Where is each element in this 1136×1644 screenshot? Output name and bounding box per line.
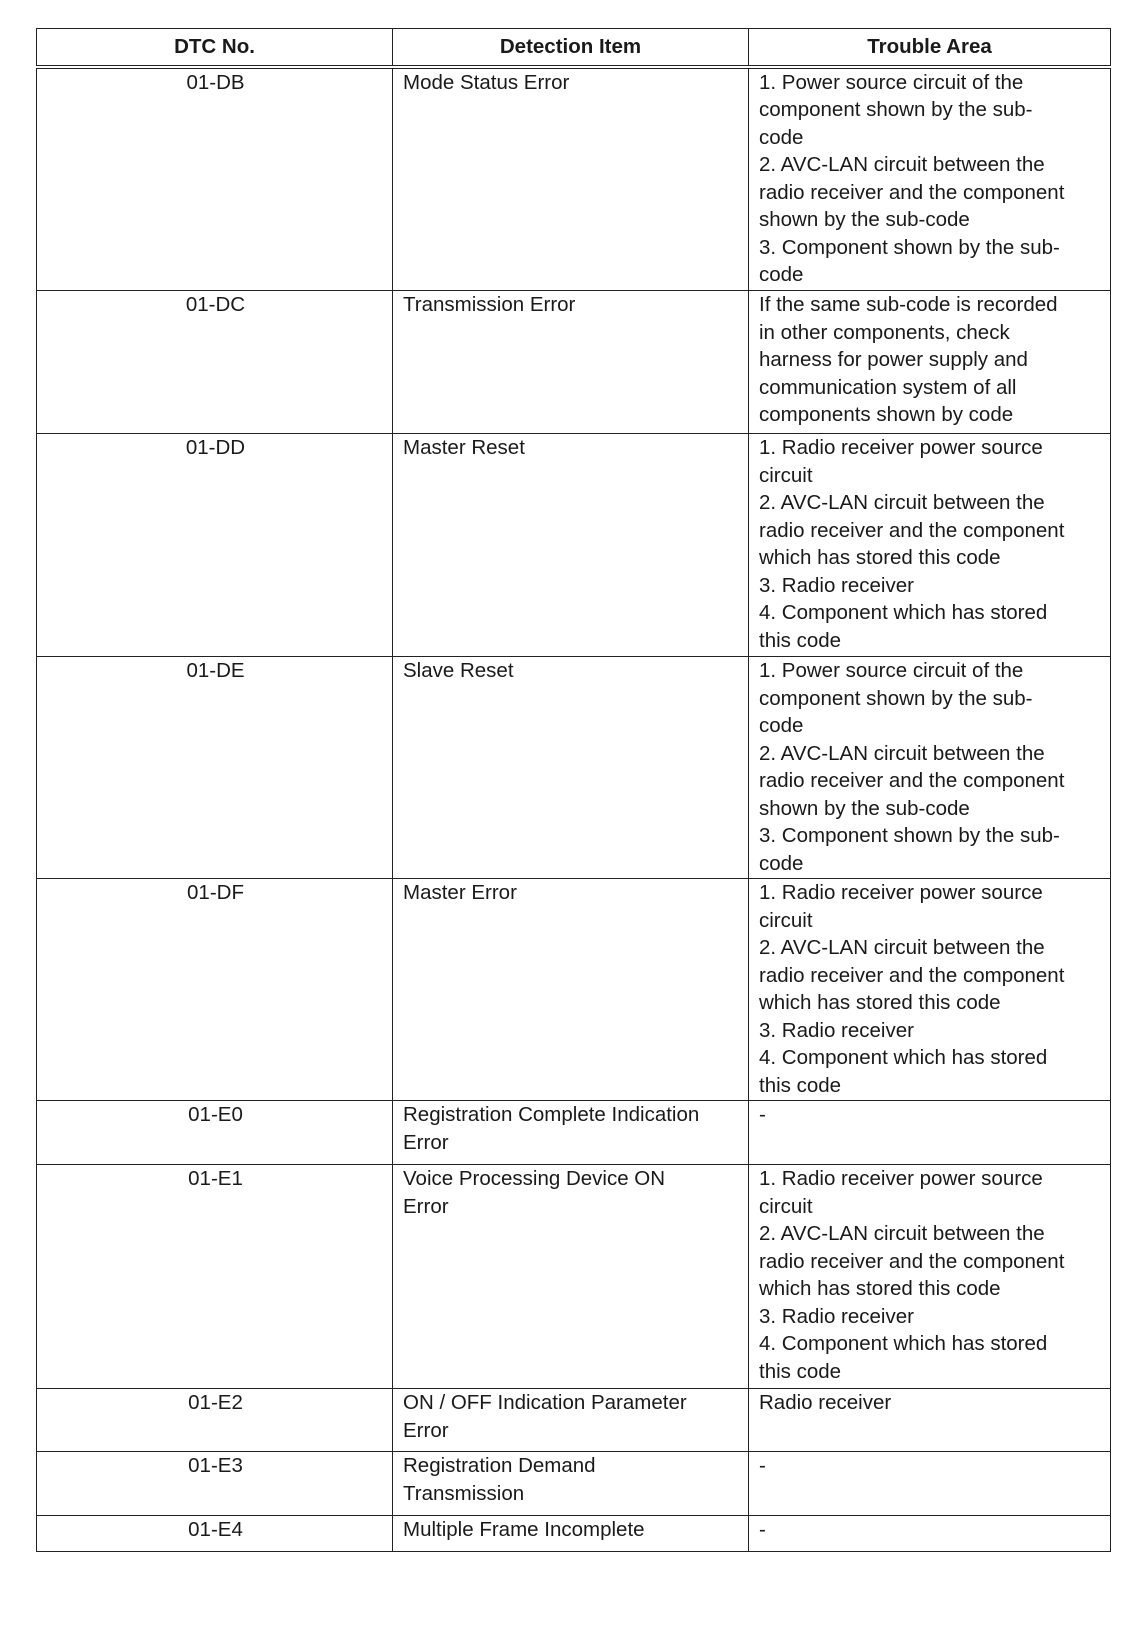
trouble-area-line: communication system of all (759, 375, 1017, 399)
trouble-area-line: code (759, 714, 804, 737)
trouble-area (749, 657, 1111, 879)
trouble-area-line: this code (759, 1359, 842, 1383)
detection-item-line: Master Error (403, 881, 517, 904)
trouble-area-line: 2. AVC-LAN circuit between the (759, 741, 1045, 765)
detection-item-line: Transmission (403, 1481, 525, 1505)
header-trouble-area: Trouble Area (749, 29, 1111, 67)
detection-item (393, 434, 749, 657)
trouble-area-line: 3. Component shown by the sub- (759, 235, 1060, 259)
detection-item (393, 879, 749, 1101)
trouble-area (749, 67, 1111, 291)
detection-item-line: Slave Reset (403, 659, 514, 682)
table-row (37, 1389, 1111, 1452)
trouble-area-line: component shown by the sub- (759, 686, 1033, 710)
detection-item-line: Registration Complete Indication (403, 1103, 700, 1126)
trouble-area-line: 1. Radio receiver power source (759, 436, 1043, 459)
trouble-area (749, 1452, 1111, 1516)
trouble-area-line: 1. Power source circuit of the (759, 659, 1024, 682)
trouble-area-line: this code (759, 1073, 842, 1097)
trouble-area-line: radio receiver and the component (759, 180, 1065, 204)
table-row (37, 291, 1111, 434)
trouble-area-line: 1. Radio receiver power source (759, 881, 1043, 904)
trouble-area-line: 4. Component which has stored (759, 601, 1048, 624)
trouble-area-line: 3. Radio receiver (759, 1304, 914, 1328)
detection-item (393, 291, 749, 434)
trouble-area-line: radio receiver and the component (759, 1249, 1065, 1273)
trouble-area (749, 1165, 1111, 1389)
detection-item (393, 657, 749, 879)
trouble-area-line: code (759, 125, 804, 149)
trouble-area-line: 4. Component which has stored (759, 1046, 1048, 1069)
trouble-area (749, 1516, 1111, 1552)
trouble-area-line: 3. Radio receiver (759, 573, 914, 597)
table-row (37, 1452, 1111, 1516)
dtc-code: 01-DC (37, 291, 393, 434)
dtc-code: 01-DB (37, 67, 393, 291)
dtc-code: 01-E4 (37, 1516, 393, 1552)
dtc-code: 01-DF (37, 879, 393, 1101)
trouble-area-line: shown by the sub-code (759, 208, 970, 231)
trouble-area-line: radio receiver and the component (759, 963, 1065, 987)
trouble-area-line: code (759, 851, 804, 875)
trouble-area-line: - (759, 1454, 766, 1477)
trouble-area-line: 2. AVC-LAN circuit between the (759, 491, 1045, 514)
trouble-area-line: - (759, 1518, 766, 1541)
dtc-code: 01-E1 (37, 1165, 393, 1389)
table-row (37, 1165, 1111, 1389)
detection-item-line: ON / OFF Indication Parameter (403, 1391, 687, 1414)
detection-item (393, 1165, 749, 1389)
trouble-area-line: 4. Component which has stored (759, 1332, 1048, 1355)
trouble-area-line: 3. Radio receiver (759, 1018, 914, 1042)
dtc-code: 01-E2 (37, 1389, 393, 1452)
trouble-area-line: which has stored this code (759, 546, 1001, 569)
trouble-area-line: components shown by code (759, 403, 1014, 426)
trouble-area-line: circuit (759, 463, 813, 487)
trouble-area-line: component shown by the sub- (759, 98, 1033, 121)
trouble-area-line: radio receiver and the component (759, 769, 1065, 792)
trouble-area-line: circuit (759, 908, 813, 932)
table-row (37, 657, 1111, 879)
trouble-area (749, 291, 1111, 434)
detection-item-line: Error (403, 1130, 449, 1154)
detection-item (393, 1101, 749, 1165)
table-body (37, 67, 1111, 1552)
detection-item-line: Voice Processing Device ON (403, 1167, 666, 1190)
detection-item-line: Master Reset (403, 436, 525, 459)
trouble-area-line: 2. AVC-LAN circuit between the (759, 1222, 1045, 1245)
detection-item (393, 1389, 749, 1452)
trouble-area-line: circuit (759, 1194, 813, 1218)
trouble-area-line: 3. Component shown by the sub- (759, 824, 1060, 847)
trouble-area-line: 1. Radio receiver power source (759, 1167, 1043, 1190)
detection-item (393, 1452, 749, 1516)
header-dtc-no: DTC No. (37, 29, 393, 67)
dtc-code: 01-E0 (37, 1101, 393, 1165)
table-row (37, 67, 1111, 291)
trouble-area-line: harness for power supply and (759, 348, 1028, 371)
table-row (37, 434, 1111, 657)
table-row (37, 1101, 1111, 1165)
trouble-area-line: in other components, check (759, 320, 1010, 344)
trouble-area-line: 2. AVC-LAN circuit between the (759, 153, 1045, 176)
detection-item-line: Registration Demand (403, 1454, 596, 1477)
detection-item-line: Error (403, 1194, 449, 1218)
trouble-area (749, 1389, 1111, 1452)
trouble-area-line: which has stored this code (759, 1277, 1001, 1300)
dtc-code: 01-DE (37, 657, 393, 879)
detection-item-line: Transmission Error (403, 293, 576, 316)
dtc-code: 01-DD (37, 434, 393, 657)
trouble-area-line: which has stored this code (759, 991, 1001, 1014)
trouble-area-line: code (759, 263, 804, 286)
trouble-area-line: If the same sub-code is recorded (759, 293, 1058, 316)
trouble-area-line: shown by the sub-code (759, 796, 970, 820)
table-row (37, 879, 1111, 1101)
header-row (37, 29, 1111, 67)
header-detection-item: Detection Item (393, 29, 749, 67)
trouble-area-line: 1. Power source circuit of the (759, 70, 1024, 94)
trouble-area-line: this code (759, 628, 842, 652)
table-row (37, 1516, 1111, 1552)
trouble-area-line: - (759, 1103, 766, 1126)
detection-item-line: Multiple Frame Incomplete (403, 1518, 645, 1541)
trouble-area (749, 434, 1111, 657)
trouble-area-line: radio receiver and the component (759, 518, 1065, 542)
trouble-area (749, 879, 1111, 1101)
detection-item-line: Error (403, 1418, 449, 1442)
detection-item (393, 67, 749, 291)
trouble-area (749, 1101, 1111, 1165)
detection-item-line: Mode Status Error (403, 70, 570, 94)
detection-item (393, 1516, 749, 1552)
dtc-code: 01-E3 (37, 1452, 393, 1516)
trouble-area-line: 2. AVC-LAN circuit between the (759, 936, 1045, 959)
trouble-area-line: Radio receiver (759, 1391, 892, 1414)
dtc-table (36, 28, 1111, 1552)
